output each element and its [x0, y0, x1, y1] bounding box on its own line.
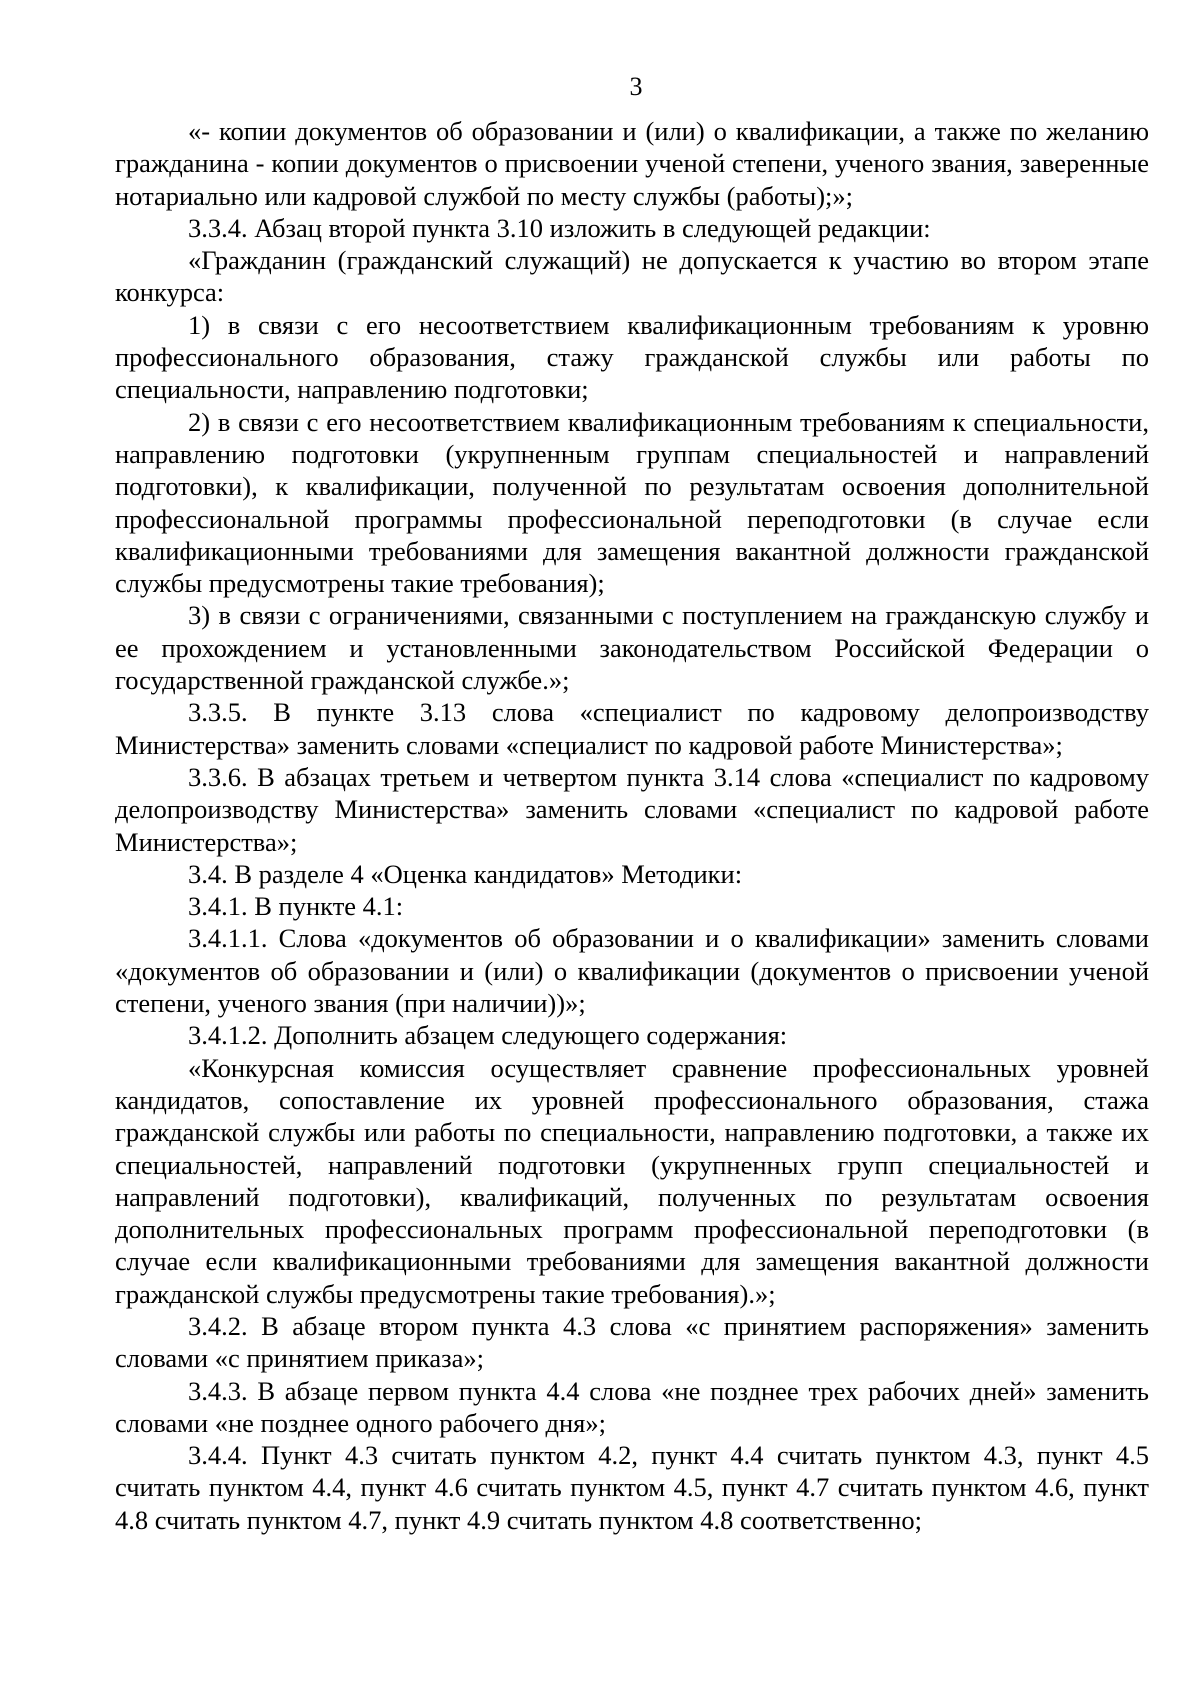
- list-item-1: 1) в связи с его несоответствием квалификационным требованиям к уровню профессионального образования, стажу гражданской службы или работы по специальности, направлению подготовки;: [115, 309, 1149, 405]
- list-item-2: 2) в связи с его несоответствием квалификационным требованиям к специальности, направлению подготовки (укрупненным группам специальностей и направлений подготовки), к квалификации, полученной по результатам освоения дополнительной профессиональной программы профессиональной переподготовки (в случае если квалификационными требованиями для замещения вакантной должности гражданской службы предусмотрены такие требования);: [115, 406, 1149, 599]
- paragraph-quoted-documents-copies: «- копии документов об образовании и (или) о квалификации, а также по желанию гражданина - копии документов о присвоении ученой степени, ученого звания, заверенные нотариально или кадровой службой по месту службы (работы);»;: [115, 116, 1149, 211]
- paragraph-3-4-4: 3.4.4. Пункт 4.3 считать пунктом 4.2, пункт 4.4 считать пунктом 4.3, пункт 4.5 считать пунктом 4.4, пункт 4.6 считать пунктом 4.5, пункт 4.7 считать пунктом 4.6, пункт 4.8 считать пунктом 4.7, пункт 4.9 считать пунктом 4.8 соответственно;: [115, 1440, 1149, 1535]
- paragraph-3-4-2: 3.4.2. В абзаце втором пункта 4.3 слова «с принятием распоряжения» заменить словами «с принятием приказа»;: [115, 1310, 1149, 1374]
- paragraph-3-3-4: 3.3.4. Абзац второй пункта 3.10 изложить в следующей редакции:: [188, 212, 931, 243]
- page-number: 3: [629, 72, 643, 101]
- paragraph-second-stage-admission: «Гражданин (гражданский служащий) не допускается к участию во втором этапе конкурса:: [115, 245, 1149, 308]
- paragraph-commission-comparison: «Конкурсная комиссия осуществляет сравнение профессиональных уровней кандидатов, сопоставление их уровней профессионального образования, стажа гражданской службы или работы по специальности, направлению подготовки, а также их специальностей, направлений подготовки (укрупненных групп специальностей и направлений подготовки), квалификаций, полученных по результатам освоения дополнительных профессиональных программ профессиональной переподготовки (в случае если квалификационными требованиями для замещения вакантной должности гражданской службы предусмотрены такие требования).»;: [115, 1052, 1149, 1309]
- document-body: [115, 115, 1149, 1536]
- list-item-3: 3) в связи с ограничениями, связанными с поступлением на гражданскую службу и ее прохождением и установленными законодательством Российской Федерации о государственной гражданской службе.»;: [115, 600, 1149, 696]
- paragraph-3-4: 3.4. В разделе 4 «Оценка кандидатов» Методики:: [188, 858, 743, 889]
- paragraph-3-4-1-1: 3.4.1.1. Слова «документов об образовании и о квалификации» заменить словами «документов об образовании и (или) о квалификации (документов о присвоении ученой степени, ученого звания (при наличии))»;: [115, 923, 1149, 1019]
- paragraph-3-3-5: 3.3.5. В пункте 3.13 слова «специалист по кадровому делопроизводству Министерства» заменить словами «специалист по кадровой работе Министерства»;: [115, 697, 1149, 760]
- paragraph-3-4-1-2: 3.4.1.2. Дополнить абзацем следующего содержания:: [188, 1020, 788, 1051]
- paragraph-3-4-3: 3.4.3. В абзаце первом пункта 4.4 слова «не позднее трех рабочих дней» заменить словами «не позднее одного рабочего дня»;: [115, 1375, 1149, 1438]
- paragraph-3-3-6: 3.3.6. В абзацах третьем и четвертом пункта 3.14 слова «специалист по кадровому делопроизводству Министерства» заменить словами «специалист по кадровой работе Министерства»;: [115, 761, 1149, 857]
- paragraph-3-4-1: 3.4.1. В пункте 4.1:: [188, 891, 404, 922]
